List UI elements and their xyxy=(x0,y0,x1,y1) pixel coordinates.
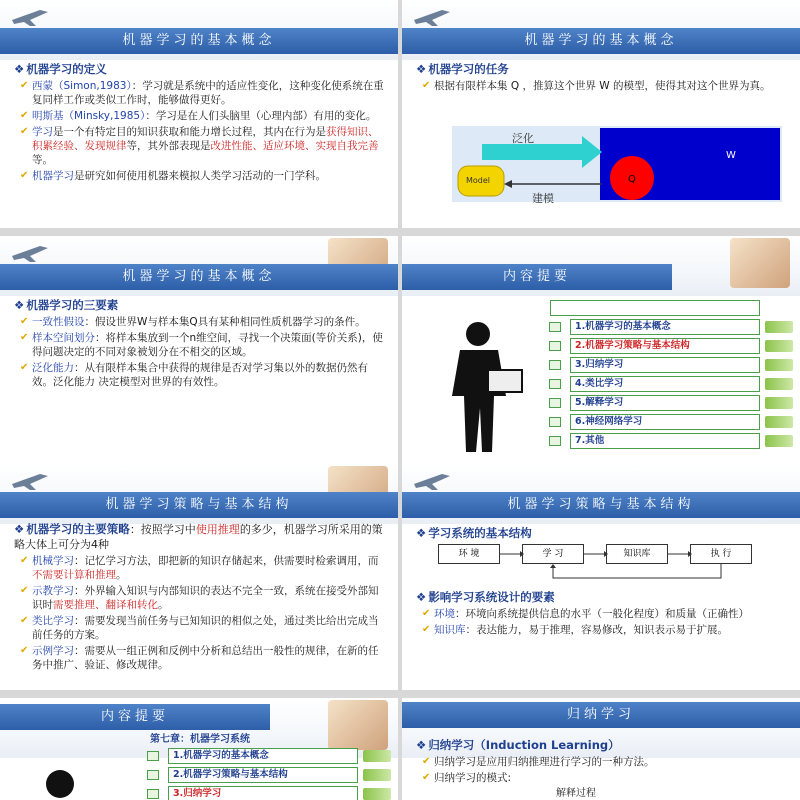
plane-logo-icon xyxy=(10,470,50,492)
outline-item-1[interactable]: 1.机器学习的基本概念 xyxy=(570,319,760,335)
strategy-intro: ❖ 机器学习的主要策略：按照学习中使用推理的多少，机器学习所采用的策略大体上可分为4种 xyxy=(14,522,383,551)
check-bullet-icon: ✔ xyxy=(20,362,29,373)
slide-body xyxy=(14,62,386,185)
section-heading: ❖ 机器学习的三要素 xyxy=(14,298,119,312)
outline-item-1[interactable]: 1.机器学习的基本概念 xyxy=(168,748,358,764)
diamond-bullet-icon: ❖ xyxy=(416,590,427,604)
arrow-3-head xyxy=(688,551,692,557)
bullet-point: ✔ 根据有限样本集 Q ，推算这个世界 W 的模型，使得其对这个世界为真。 xyxy=(422,80,771,92)
outline-item-7[interactable]: 7.其他 xyxy=(570,433,760,449)
item-square-icon xyxy=(549,379,561,389)
check-bullet-icon: ✔ xyxy=(20,555,29,566)
item-square-icon xyxy=(549,322,561,332)
grass-decoration-icon xyxy=(363,769,391,781)
slide-title: 机器学习的基本概念 xyxy=(402,28,800,54)
check-bullet-icon: ✔ xyxy=(422,756,431,767)
grass-decoration-icon xyxy=(765,416,793,428)
slide-body xyxy=(416,62,788,95)
arrow-1-head xyxy=(520,551,524,557)
slide-title: 机器学习的基本概念 xyxy=(0,28,398,54)
slide-5[interactable] xyxy=(0,464,398,690)
grass-decoration-icon xyxy=(363,750,391,762)
bullet-point: ✔ 西蒙（Simon,1983）：学习就是系统中的适应性变化，这种变化使系统在重复同样工作或类似工作时，能够做得更好。 xyxy=(20,80,384,106)
slide-4[interactable] xyxy=(402,236,800,464)
section-heading: ❖ 归纳学习（Induction Learning） xyxy=(416,738,620,752)
businessman-silhouette-icon xyxy=(432,316,532,456)
diamond-bullet-icon: ❖ xyxy=(14,62,25,76)
item-square-icon xyxy=(549,341,561,351)
bullet-point: ✔ 学习是一个有特定目的知识获取和能力增长过程，其内在行为是获得知识、积累经验、发现规律等，其外部表现是改进性能、适应环境、实现自我完善等。 xyxy=(20,126,379,166)
plane-logo-icon xyxy=(10,6,50,28)
outline-item-4[interactable]: 4.类比学习 xyxy=(570,376,760,392)
slide-title: 内容提要 xyxy=(402,264,672,290)
flow-box-execution: 执 行 xyxy=(690,544,752,564)
item-square-icon xyxy=(549,360,561,370)
bullet-point: ✔ 归纳学习的模式: xyxy=(422,772,512,784)
outline-item-3[interactable]: 3.归纳学习 xyxy=(168,786,358,800)
slide-title: 内容提要 xyxy=(0,704,270,730)
outline-item-2[interactable]: 2.机器学习策略与基本结构 xyxy=(570,338,760,354)
outline-item-3[interactable]: 3.归纳学习 xyxy=(570,357,760,373)
check-bullet-icon: ✔ xyxy=(20,110,29,121)
slide-title: 机器学习的基本概念 xyxy=(0,264,398,290)
slide-1[interactable] xyxy=(0,0,398,228)
world-label: W xyxy=(726,150,736,161)
slide-7[interactable] xyxy=(0,698,398,800)
bullet-point: ✔ 机器学习是研究如何使用机器来模拟人类学习活动的一门学科。 xyxy=(20,170,326,182)
flow-box-environment: 环 境 xyxy=(438,544,500,564)
check-bullet-icon: ✔ xyxy=(20,80,29,91)
grass-decoration-icon xyxy=(765,359,793,371)
bullet-point: ✔ 明斯基（Minsky,1985）：学习是在人们头脑里（心理内部）有用的变化。 xyxy=(20,110,377,122)
slide-title: 机器学习策略与基本结构 xyxy=(402,492,800,518)
check-bullet-icon: ✔ xyxy=(422,624,431,635)
slide-body-lower xyxy=(416,590,788,639)
model-label: Model xyxy=(466,176,491,185)
slide-title: 归纳学习 xyxy=(402,702,800,728)
item-square-icon xyxy=(549,436,561,446)
outline-item-5[interactable]: 5.解释学习 xyxy=(570,395,760,411)
grass-decoration-icon xyxy=(765,378,793,390)
bullet-point: ✔ 示教学习：外界输入知识与内部知识的表达不完全一致，系统在接受外部知识时需要推理、翻译和转化。 xyxy=(20,585,379,611)
item-square-icon xyxy=(147,789,159,799)
slide-body xyxy=(14,298,386,391)
feedback-line xyxy=(553,564,721,578)
diamond-bullet-icon: ❖ xyxy=(416,526,427,540)
check-bullet-icon: ✔ xyxy=(20,615,29,626)
slide-body xyxy=(14,522,386,674)
outline-item-2[interactable]: 2.机器学习策略与基本结构 xyxy=(168,767,358,783)
section-heading: ❖ 影响学习系统设计的要素 xyxy=(416,590,555,604)
bullet-point: ✔ 环境：环境向系统提供信息的水平（一般化程度）和质量（正确性） xyxy=(422,608,749,620)
slide-2[interactable] xyxy=(402,0,800,228)
bullet-point: ✔ 样本空间划分：将样本集放到一个n维空间，寻找一个决策面(等价关系)，使得问题决定的不同对象被划分在不相交的区域。 xyxy=(20,332,383,358)
check-bullet-icon: ✔ xyxy=(422,772,431,783)
diamond-bullet-icon: ❖ xyxy=(14,522,25,536)
check-bullet-icon: ✔ xyxy=(20,170,29,181)
diamond-bullet-icon: ❖ xyxy=(14,298,25,312)
bullet-point: ✔ 知识库：表达能力，易于推理，容易修改，知识表示易于扩展。 xyxy=(422,624,728,636)
slide-6[interactable] xyxy=(402,464,800,690)
item-square-icon xyxy=(147,770,159,780)
bullet-point: ✔ 示例学习：需要从一组正例和反例中分析和总结出一般性的规律，在新的任务中推广、验证、修改规律。 xyxy=(20,645,379,671)
generalize-label: 泛化 xyxy=(512,132,534,145)
feedback-head xyxy=(550,564,556,568)
check-bullet-icon: ✔ xyxy=(20,126,29,137)
outline-item-6[interactable]: 6.神经网络学习 xyxy=(570,414,760,430)
businessman-silhouette-icon xyxy=(30,764,90,800)
slide-body xyxy=(416,526,788,543)
grass-decoration-icon xyxy=(765,435,793,447)
bullet-point: ✔ 类比学习：需要发现当前任务与已知知识的相似之处，通过类比给出完成当前任务的方案。 xyxy=(20,615,379,641)
arrow-2-head xyxy=(604,551,608,557)
section-heading: ❖ 学习系统的基本结构 xyxy=(416,526,532,540)
diamond-bullet-icon: ❖ xyxy=(416,62,427,76)
grass-decoration-icon xyxy=(765,397,793,409)
students-photo xyxy=(730,238,790,288)
plane-logo-icon xyxy=(412,6,452,28)
flow-box-knowledge-base: 知识库 xyxy=(606,544,668,564)
check-bullet-icon: ✔ xyxy=(20,585,29,596)
slide-body xyxy=(416,738,788,800)
section-heading: ❖ 机器学习的任务 xyxy=(416,62,509,76)
build-label: 建模 xyxy=(532,192,554,205)
sample-label: Q xyxy=(628,174,636,185)
check-bullet-icon: ✔ xyxy=(20,316,29,327)
check-bullet-icon: ✔ xyxy=(422,608,431,619)
learning-task-figure xyxy=(452,126,782,202)
process-label: 解释过程 xyxy=(556,788,596,799)
chapter-title-box xyxy=(550,300,760,316)
grass-decoration-icon xyxy=(363,788,391,800)
grass-decoration-icon xyxy=(765,321,793,333)
diamond-bullet-icon: ❖ xyxy=(416,738,427,752)
item-square-icon xyxy=(549,398,561,408)
check-bullet-icon: ✔ xyxy=(20,332,29,343)
slide-title: 机器学习策略与基本结构 xyxy=(0,492,398,518)
section-heading: ❖ 机器学习的定义 xyxy=(14,62,107,76)
slide-3[interactable] xyxy=(0,236,398,464)
flow-arrows xyxy=(438,542,758,584)
bullet-point: ✔ 一致性假设：假设世界W与样本集Q具有某种相同性质机器学习的条件。 xyxy=(20,316,366,328)
slide-8[interactable] xyxy=(402,698,800,800)
check-bullet-icon: ✔ xyxy=(422,80,431,91)
chapter-title: 第七章：机器学习系统 xyxy=(150,734,250,745)
bullet-point: ✔ 归纳学习是应用归纳推理进行学习的一种方法。 xyxy=(422,756,655,768)
grass-decoration-icon xyxy=(765,340,793,352)
plane-logo-icon xyxy=(412,470,452,492)
plane-logo-icon xyxy=(10,242,50,264)
bullet-point: ✔ 机械学习：记忆学习方法，即把新的知识存储起来，供需要时检索调用，而不需要计算和推理。 xyxy=(20,555,379,581)
item-square-icon xyxy=(549,417,561,427)
flow-box-learning: 学 习 xyxy=(522,544,584,564)
bullet-point: ✔ 泛化能力：从有限样本集合中获得的规律是否对学习集以外的数据仍然有效。泛化能力 决定模型对世界的有效性。 xyxy=(20,362,368,388)
check-bullet-icon: ✔ xyxy=(20,645,29,656)
item-square-icon xyxy=(147,751,159,761)
